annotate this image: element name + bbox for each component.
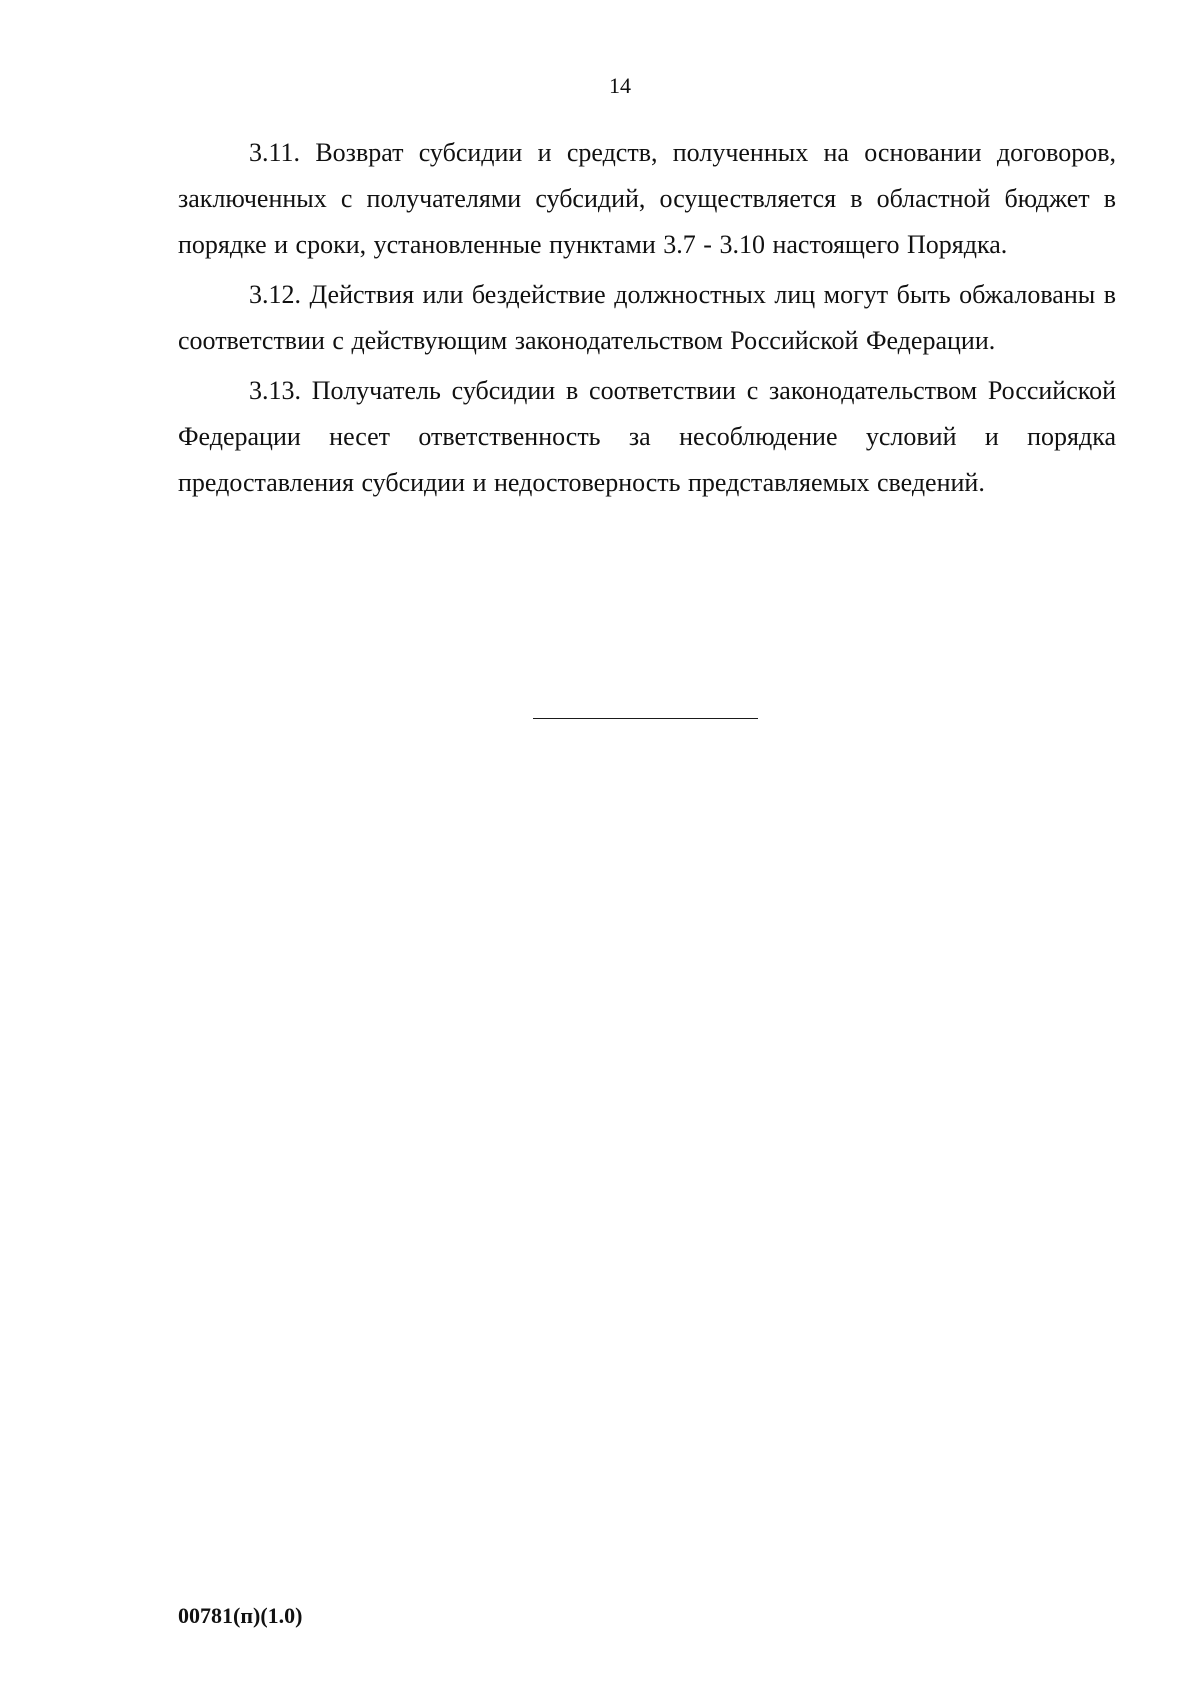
document-body (178, 130, 1116, 506)
page-number: 14 (609, 73, 631, 98)
document-code: 00781(п)(1.0) (178, 1603, 303, 1628)
paragraph-3-12: 3.12. Действия или бездействие должностных лиц могут быть обжалованы в соответствии с действующим законодательством Российской Федерации. (178, 280, 1116, 355)
paragraph-3-13: 3.13. Получатель субсидии в соответствии с законодательством Российской Федерации несет ответственность за несоблюдение условий и порядка предоставления субсидии и недостоверность представляемых сведений. (178, 376, 1116, 497)
paragraph-3-11: 3.11. Возврат субсидии и средств, полученных на основании договоров, заключенных с получателями субсидий, осуществляется в областной бюджет в порядке и сроки, установленные пунктами 3.7 - 3.10 настоящего Порядка. (178, 138, 1116, 259)
end-of-text-separator (533, 718, 758, 719)
